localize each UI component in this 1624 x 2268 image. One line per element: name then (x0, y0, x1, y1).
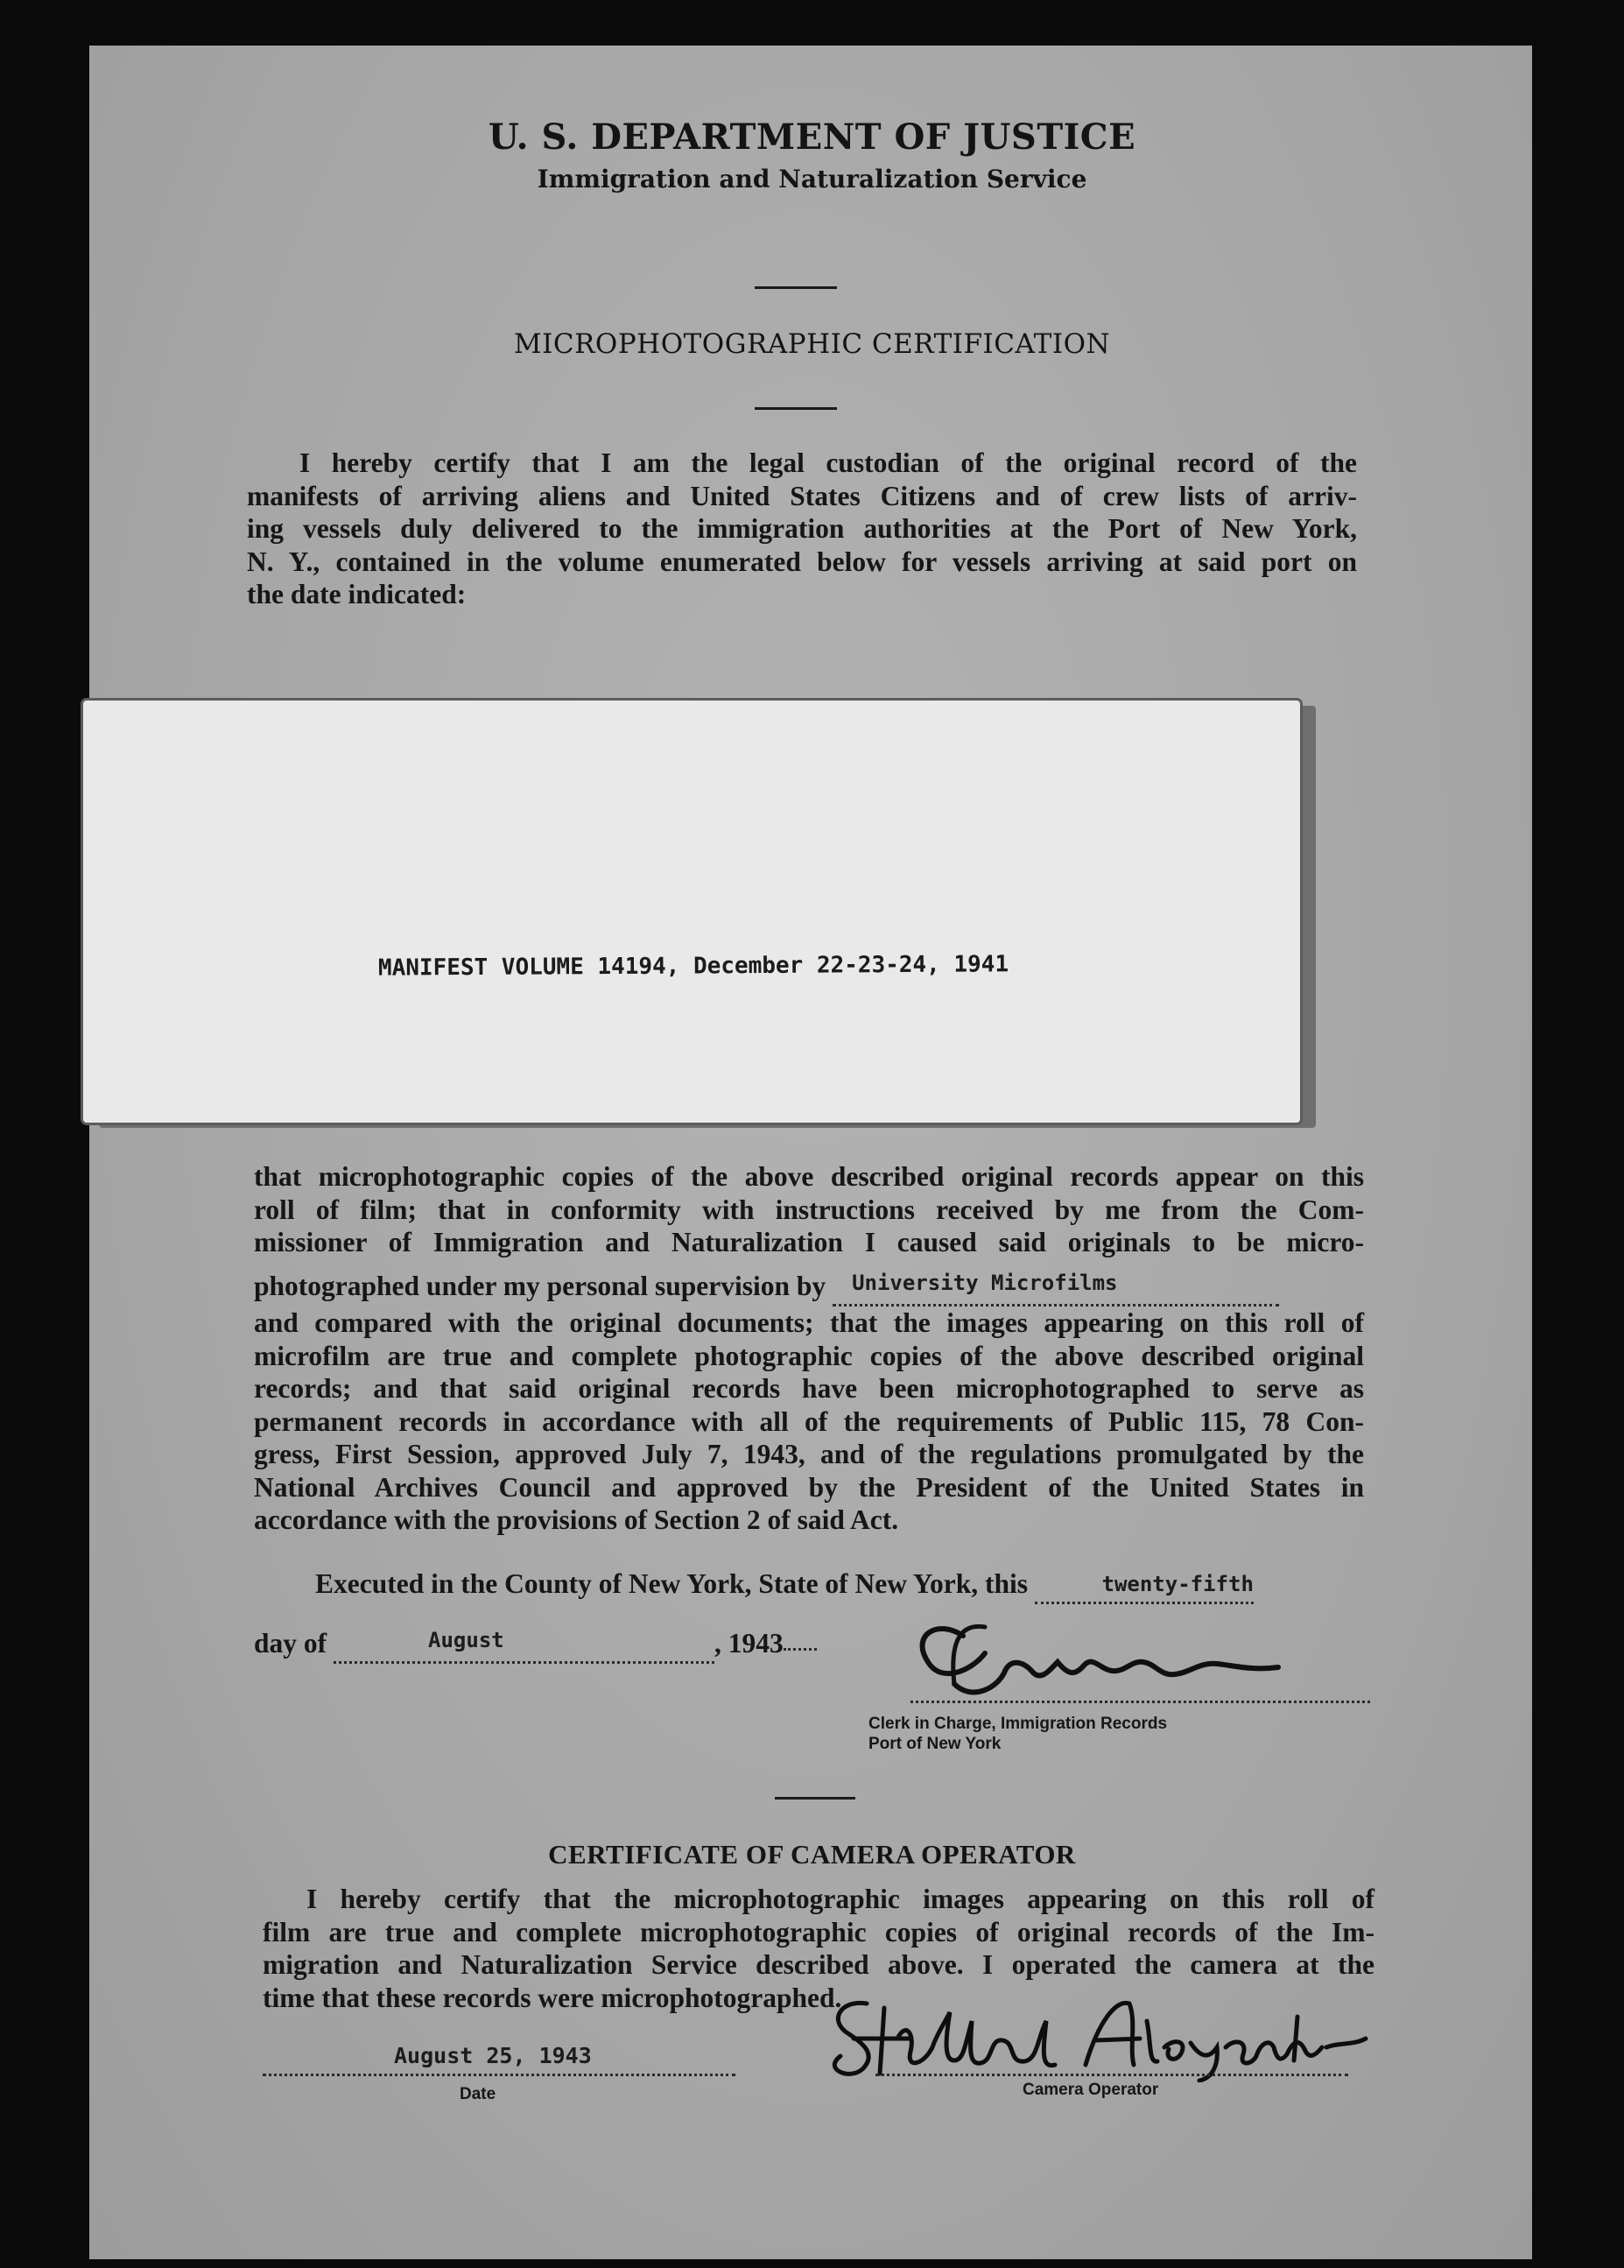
camera-line: time that these records were microphotographed. (263, 1982, 842, 2013)
certification-title: MICROPHOTOGRAPHIC CERTIFICATION (513, 328, 1111, 360)
executed-prefix: Executed in the County of New York, State of New York, this (315, 1568, 1029, 1599)
camera-operator-signature-image (814, 1986, 1374, 2082)
intro-line: manifests of arriving aliens and United States Citizens and of crew lists of arriv- (247, 480, 1357, 511)
operator-label: Camera Operator (1023, 2081, 1159, 2099)
operator-signature-line (875, 2074, 1348, 2076)
body-line: National Archives Council and approved by the President of the United States in (254, 1471, 1364, 1503)
body-line: and compared with the original documents; that the images appearing on this roll of (254, 1307, 1364, 1338)
body-paragraph (254, 1160, 1364, 1259)
service-subheading: Immigration and Naturalization Service (537, 165, 1087, 194)
supervision-line (254, 1270, 1364, 1308)
clerk-title-line1: Clerk in Charge, Immigration Records (868, 1715, 1168, 1733)
clerk-signature-image (902, 1609, 1313, 1715)
body-line: permanent records in accordance with all of the requirements of Public 115, 78 Con- (254, 1405, 1364, 1437)
intro-line: ing vessels duly delivered to the immigration authorities at the Port of New York, (247, 513, 1357, 544)
intro-paragraph (247, 447, 1357, 611)
body-line: gress, First Session, approved July 7, 1943, and of the regulations promulgated by the (254, 1439, 1364, 1469)
camera-line: I hereby certify that the microphotographic images appearing on this roll of (306, 1884, 1374, 1914)
divider-rule (755, 407, 837, 410)
month-blank (334, 1625, 714, 1664)
manifest-label: MANIFEST VOLUME 14194, December 22-23-24, 1941 (377, 951, 1009, 982)
department-heading: U. S. DEPARTMENT OF JUSTICE (488, 116, 1136, 158)
body-line: that microphotographic copies of the above described original records appear on this (254, 1161, 1364, 1192)
camera-certificate-title: CERTIFICATE OF CAMERA OPERATOR (548, 1839, 1076, 1870)
body-line: missioner of Immigration and Naturalization I caused said originals to be micro- (254, 1227, 1364, 1257)
intro-line: the date indicated: (247, 579, 467, 609)
body-line: roll of film; that in conformity with instructions received by me from the Com- (254, 1194, 1364, 1225)
day-of-label: day of (254, 1628, 327, 1659)
manifest-slip (83, 701, 1300, 1123)
date-value: August 25, 1943 (394, 2043, 592, 2068)
camera-line: film are true and complete microphotographic copies of original records of the Im- (263, 1916, 1374, 1948)
date-line (263, 2074, 735, 2076)
day-blank (1035, 1566, 1254, 1604)
body-paragraph-2 (254, 1307, 1364, 1537)
camera-line: migration and Naturalization Service described above. I operated the camera at the (263, 1949, 1374, 1980)
year-trailing-dots (784, 1648, 817, 1651)
day-of-line (254, 1627, 817, 1666)
day-value: twenty-fifth (1101, 1572, 1254, 1596)
body-line: records; and that said original records have been microphotographed to serve as (254, 1373, 1364, 1404)
intro-line: I hereby certify that I am the legal custodian of the original record of the (299, 447, 1357, 478)
clerk-title-line2: Port of New York (868, 1735, 1002, 1753)
divider-rule (775, 1797, 855, 1800)
body-line: microfilm are true and complete photographic copies of the above described original (254, 1340, 1364, 1371)
year-value: , 1943 (714, 1628, 784, 1659)
intro-line: N. Y., contained in the volume enumerated below for vessels arriving at said port on (247, 546, 1357, 577)
supervision-blank (833, 1268, 1279, 1307)
divider-rule (755, 286, 837, 289)
supervision-name: University Microfilms (852, 1271, 1118, 1295)
supervision-prefix: photographed under my personal supervision by (254, 1271, 826, 1301)
executed-line (315, 1567, 1254, 1606)
clerk-signature-line (910, 1701, 1370, 1703)
body-line: accordance with the provisions of Section 2 of said Act. (254, 1504, 899, 1535)
month-value: August (428, 1628, 504, 1652)
clerk-title (868, 1714, 1167, 1754)
date-label: Date (460, 2085, 496, 2103)
